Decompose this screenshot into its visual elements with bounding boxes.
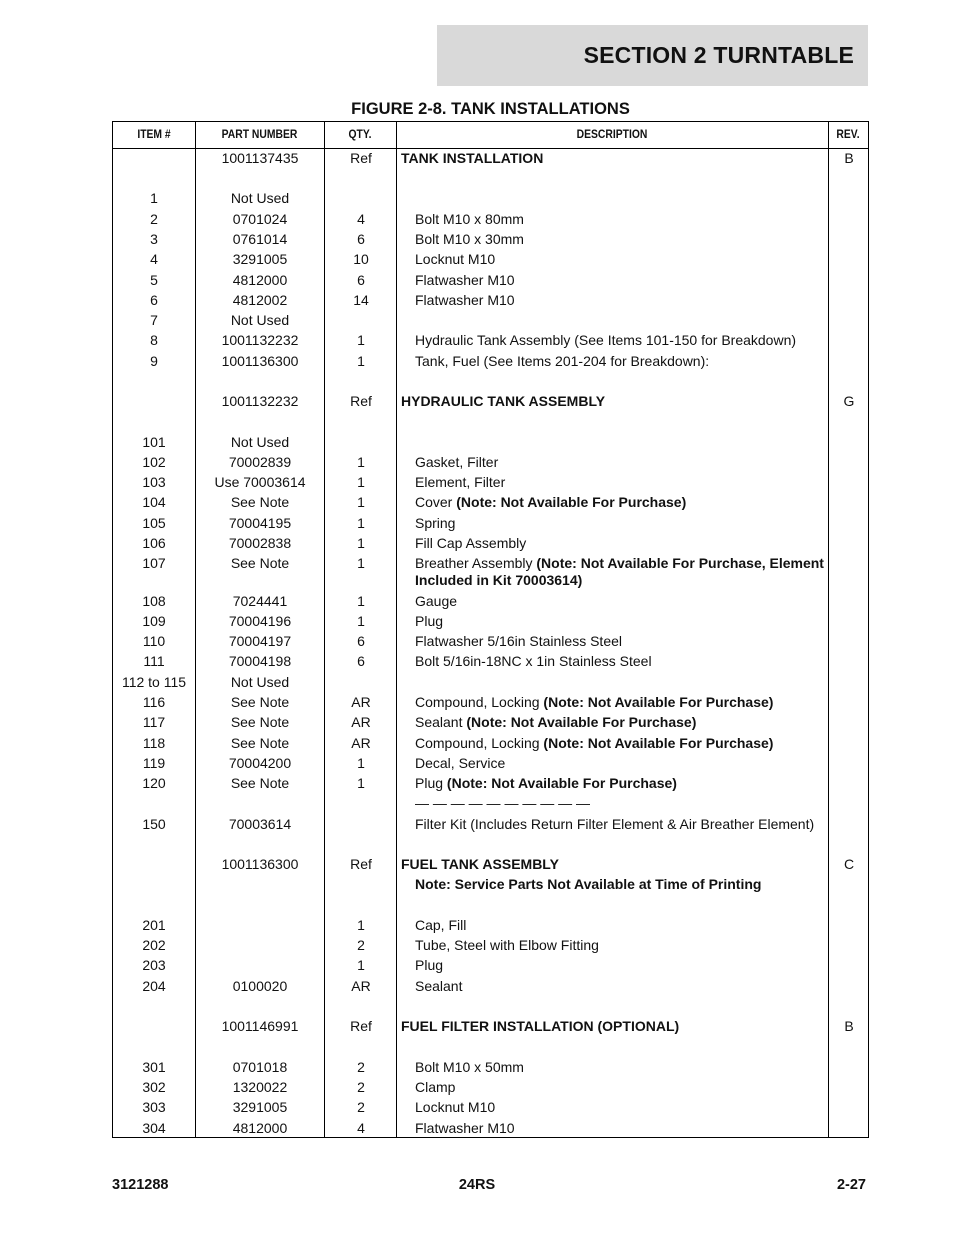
description-text: Clamp (415, 1079, 456, 1095)
quantity: 1 (357, 957, 365, 973)
quantity: 1 (357, 775, 365, 791)
description (401, 1079, 826, 1096)
quantity: AR (351, 735, 371, 751)
description-text: Tank, Fuel (See Items 201-204 for Breakdown): (415, 353, 710, 369)
description (401, 1018, 826, 1035)
item-number: 2 (150, 211, 158, 227)
purchase-note: (Note: Not Available For Purchase) (543, 694, 774, 710)
description (401, 494, 826, 511)
description-text: TANK INSTALLATION (401, 150, 544, 166)
item-number: 107 (142, 555, 166, 571)
quantity: AR (351, 978, 371, 994)
part-number: Not Used (230, 312, 290, 328)
description (401, 535, 826, 552)
part-number: 70002839 (228, 454, 292, 470)
description (401, 714, 826, 731)
part-number: 70004197 (228, 633, 292, 649)
item-number: 106 (142, 535, 166, 551)
description-text: Sealant (415, 714, 463, 730)
item-number: 119 (142, 755, 166, 771)
quantity: 14 (353, 292, 369, 308)
quantity: 4 (357, 1120, 365, 1136)
description (401, 231, 826, 248)
quantity: 1 (357, 332, 365, 348)
quantity: 6 (357, 231, 365, 247)
item-number: 111 (143, 653, 165, 669)
description (401, 1120, 826, 1137)
quantity: 1 (357, 474, 365, 490)
part-number: 1001132232 (221, 393, 299, 409)
description-text: Flatwasher M10 (415, 1120, 515, 1136)
item-number: 4 (150, 251, 158, 267)
quantity: Ref (350, 393, 372, 409)
item-number: 7 (150, 312, 158, 328)
description (401, 816, 826, 833)
description (401, 332, 826, 349)
part-number: 0701018 (232, 1059, 288, 1075)
revision: B (844, 150, 854, 166)
part-number: 1001146991 (221, 1018, 299, 1034)
part-number: 70004195 (228, 515, 292, 531)
part-number: 1001132232 (221, 332, 299, 348)
part-number: Not Used (230, 190, 290, 206)
description (401, 272, 826, 289)
part-number: See Note (230, 714, 290, 730)
item-number: 203 (142, 957, 166, 973)
quantity: 4 (357, 211, 365, 227)
description-text: Fill Cap Assembly (415, 535, 527, 551)
description-text: Bolt M10 x 30mm (415, 231, 524, 247)
part-number: 0100020 (232, 978, 288, 994)
description-text: Flatwasher M10 (415, 292, 515, 308)
part-number: See Note (230, 694, 290, 710)
quantity: 1 (357, 555, 365, 571)
part-number: See Note (230, 494, 290, 510)
part-number: 70004198 (228, 653, 292, 669)
item-number: 202 (142, 937, 166, 953)
description-text: FUEL FILTER INSTALLATION (OPTIONAL) (401, 1018, 680, 1034)
purchase-note: (Note: Not Available For Purchase) (466, 714, 697, 730)
part-number: Not Used (230, 674, 290, 690)
item-number: 120 (142, 775, 166, 791)
part-number: 1001136300 (221, 353, 299, 369)
description-text: Sealant (415, 978, 463, 994)
description (401, 633, 826, 650)
header-qty: QTY. (348, 129, 372, 141)
quantity: 1 (357, 755, 365, 771)
part-number: 3291005 (232, 251, 288, 267)
item-number: 108 (142, 593, 166, 609)
description (401, 454, 826, 471)
description-text: Cap, Fill (415, 917, 467, 933)
quantity: AR (351, 714, 371, 730)
description (401, 694, 826, 711)
part-number: 4812000 (232, 272, 288, 288)
description-text: Note: Service Parts Not Available at Time of Printing (415, 876, 762, 892)
description (401, 474, 826, 491)
quantity: 1 (357, 613, 365, 629)
item-number: 303 (142, 1099, 166, 1115)
description-text: Plug (415, 613, 444, 629)
footer-model: 24RS (458, 1177, 496, 1193)
description-text: Bolt M10 x 80mm (415, 211, 524, 227)
item-number: 6 (150, 292, 158, 308)
item-number: 8 (150, 332, 158, 348)
description-text: — — — — — — — — — — (415, 795, 591, 811)
quantity: 2 (357, 1059, 365, 1075)
header-part-number: PART NUMBER (221, 129, 298, 141)
part-number: Use 70003614 (214, 474, 306, 490)
part-number: See Note (230, 555, 290, 571)
item-number: 102 (142, 454, 166, 470)
item-number: 1 (150, 190, 158, 206)
description (401, 353, 826, 370)
description-text: Plug (415, 957, 444, 973)
description-text: Bolt M10 x 50mm (415, 1059, 524, 1075)
item-number: 118 (142, 735, 166, 751)
description-text: FUEL TANK ASSEMBLY (401, 856, 559, 872)
item-number: 302 (142, 1079, 166, 1095)
quantity: Ref (350, 856, 372, 872)
item-number: 201 (142, 917, 166, 933)
description-text: Element, Filter (415, 474, 506, 490)
description (401, 292, 826, 309)
part-number: 7024441 (232, 593, 288, 609)
item-number: 117 (142, 714, 166, 730)
quantity: 6 (357, 272, 365, 288)
part-number: 3291005 (232, 1099, 288, 1115)
description-text: Plug (415, 775, 444, 791)
description (401, 211, 826, 228)
description (401, 755, 826, 772)
item-number: 101 (142, 434, 166, 450)
item-number: 110 (142, 633, 166, 649)
purchase-note: (Note: Not Available For Purchase) (543, 735, 774, 751)
item-number: 150 (142, 816, 166, 832)
quantity: AR (351, 694, 371, 710)
revision: B (844, 1018, 854, 1034)
description (401, 393, 826, 410)
footer-page-number: 2-27 (836, 1177, 866, 1193)
header-item: ITEM # (137, 129, 171, 141)
purchase-note: (Note: Not Available For Purchase) (456, 494, 687, 510)
item-number: 5 (150, 272, 158, 288)
purchase-note: (Note: Not Available For Purchase, Element Included in Kit 70003614) (415, 555, 824, 588)
part-number: 0701024 (232, 211, 288, 227)
description-text: Hydraulic Tank Assembly (See Items 101-150 for Breakdown) (415, 332, 797, 348)
quantity: Ref (350, 150, 372, 166)
part-number: 70003614 (228, 816, 292, 832)
item-number: 105 (142, 515, 166, 531)
description-text: HYDRAULIC TANK ASSEMBLY (401, 393, 606, 409)
part-number: See Note (230, 735, 290, 751)
purchase-note: (Note: Not Available For Purchase) (446, 775, 677, 791)
part-number: 70004196 (228, 613, 292, 629)
part-number: 70004200 (228, 755, 292, 771)
description-text: Compound, Locking (415, 694, 540, 710)
section-title: SECTION 2 TURNTABLE (583, 42, 854, 68)
description-text: Compound, Locking (415, 735, 540, 751)
description (401, 251, 826, 268)
quantity: 2 (357, 1099, 365, 1115)
description (401, 515, 826, 532)
item-number: 116 (142, 694, 166, 710)
part-number: 4812000 (232, 1120, 288, 1136)
revision: C (843, 856, 855, 872)
description (401, 917, 826, 934)
quantity: 1 (357, 593, 365, 609)
description-text: Locknut M10 (415, 251, 496, 267)
description (401, 957, 826, 974)
quantity: 6 (357, 633, 365, 649)
description-text: Bolt 5/16in-18NC x 1in Stainless Steel (415, 653, 652, 669)
description-text: Locknut M10 (415, 1099, 496, 1115)
quantity: 1 (357, 353, 365, 369)
item-number: 9 (150, 353, 158, 369)
part-number: 4812002 (232, 292, 288, 308)
quantity: 1 (357, 494, 365, 510)
description (401, 775, 826, 792)
description (401, 593, 826, 610)
section-header (437, 25, 868, 86)
item-number: 103 (142, 474, 166, 490)
quantity: 10 (353, 251, 369, 267)
quantity: 1 (357, 917, 365, 933)
item-number: 104 (142, 494, 166, 510)
quantity: 6 (357, 653, 365, 669)
table-header (113, 122, 868, 149)
quantity: Ref (350, 1018, 372, 1034)
description (401, 978, 826, 995)
description (401, 150, 826, 167)
quantity: 2 (357, 937, 365, 953)
parts-table (112, 121, 869, 1138)
description (401, 555, 826, 589)
figure-title: FIGURE 2-8. TANK INSTALLATIONS (351, 100, 630, 118)
part-number: Not Used (230, 434, 290, 450)
description (401, 876, 826, 893)
item-number: 304 (142, 1120, 166, 1136)
revision: G (843, 393, 855, 409)
description (401, 795, 826, 812)
description-text: Breather Assembly (415, 555, 533, 571)
part-number: 70002838 (228, 535, 292, 551)
description (401, 1099, 826, 1116)
part-number: 1001137435 (221, 150, 299, 166)
item-number: 112 to 115 (121, 674, 187, 690)
item-number: 109 (142, 613, 166, 629)
footer-doc-number: 3121288 (112, 1177, 169, 1193)
part-number: 1001136300 (221, 856, 299, 872)
description-text: Filter Kit (Includes Return Filter Element & Air Breather Element) (415, 816, 815, 832)
description (401, 1059, 826, 1076)
description-text: Flatwasher 5/16in Stainless Steel (415, 633, 622, 649)
description-text: Gasket, Filter (415, 454, 499, 470)
header-description: DESCRIPTION (576, 129, 648, 141)
header-rev: REV. (836, 129, 860, 141)
item-number: 204 (142, 978, 166, 994)
description (401, 653, 826, 670)
quantity: 2 (357, 1079, 365, 1095)
part-number: 1320022 (232, 1079, 288, 1095)
column-divider (828, 122, 829, 1137)
description-text: Flatwasher M10 (415, 272, 515, 288)
description (401, 735, 826, 752)
description-text: Tube, Steel with Elbow Fitting (415, 937, 599, 953)
description-text: Cover (415, 494, 453, 510)
description (401, 613, 826, 630)
description (401, 937, 826, 954)
quantity: 1 (357, 515, 365, 531)
description-text: Spring (415, 515, 456, 531)
part-number: 0761014 (232, 231, 288, 247)
description-text: Gauge (415, 593, 458, 609)
item-number: 301 (142, 1059, 166, 1075)
description-text: Decal, Service (415, 755, 506, 771)
part-number: See Note (230, 775, 290, 791)
quantity: 1 (357, 535, 365, 551)
quantity: 1 (357, 454, 365, 470)
description (401, 856, 826, 873)
item-number: 3 (150, 231, 158, 247)
